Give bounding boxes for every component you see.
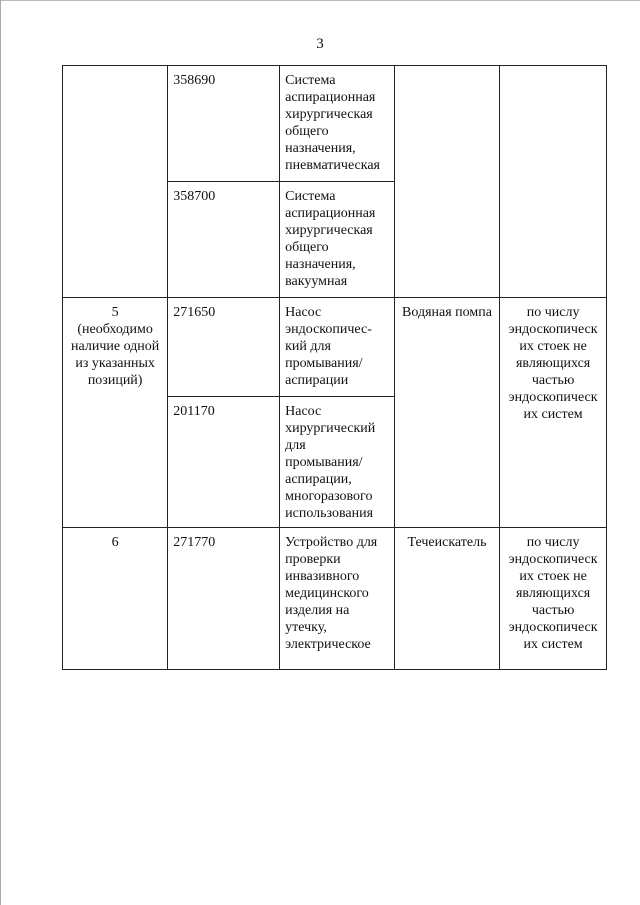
page-left-edge (0, 0, 1, 905)
page-number: 3 (316, 36, 324, 52)
code-cell: 358690 (168, 66, 280, 182)
equipment-cell: Течеискатель (394, 528, 499, 670)
quantity-cell: по числу эндоскопическ их стоек не являющихся частью эндоскопическ их систем (500, 298, 607, 528)
table-row (63, 66, 607, 182)
name-cell: Система аспирационная хирургическая общего назначения, вакуумная (280, 182, 395, 298)
name-cell: Насос хирургический для промывания/ аспирации, многоразового использования (280, 397, 395, 528)
page-top-edge (0, 0, 640, 1)
table-row (63, 298, 607, 397)
code-cell: 358700 (168, 182, 280, 298)
equipment-cell (394, 66, 499, 298)
position-number-cell (63, 66, 168, 298)
position-number-cell: 5 (необходимо наличие одной из указанных позиций) (63, 298, 168, 528)
code-cell: 271770 (168, 528, 280, 670)
quantity-cell (500, 66, 607, 298)
equipment-table (62, 65, 607, 670)
position-number-cell: 6 (63, 528, 168, 670)
equipment-cell: Водяная помпа (394, 298, 499, 528)
name-cell: Система аспирационная хирургическая общего назначения, пневматическая (280, 66, 395, 182)
code-cell: 271650 (168, 298, 280, 397)
code-cell: 201170 (168, 397, 280, 528)
quantity-cell: по числу эндоскопическ их стоек не являющихся частью эндоскопическ их систем (500, 528, 607, 670)
table-row (63, 528, 607, 670)
name-cell: Насос эндоскопичес- кий для промывания/ аспирации (280, 298, 395, 397)
name-cell: Устройство для проверки инвазивного медицинского изделия на утечку, электрическое (280, 528, 395, 670)
